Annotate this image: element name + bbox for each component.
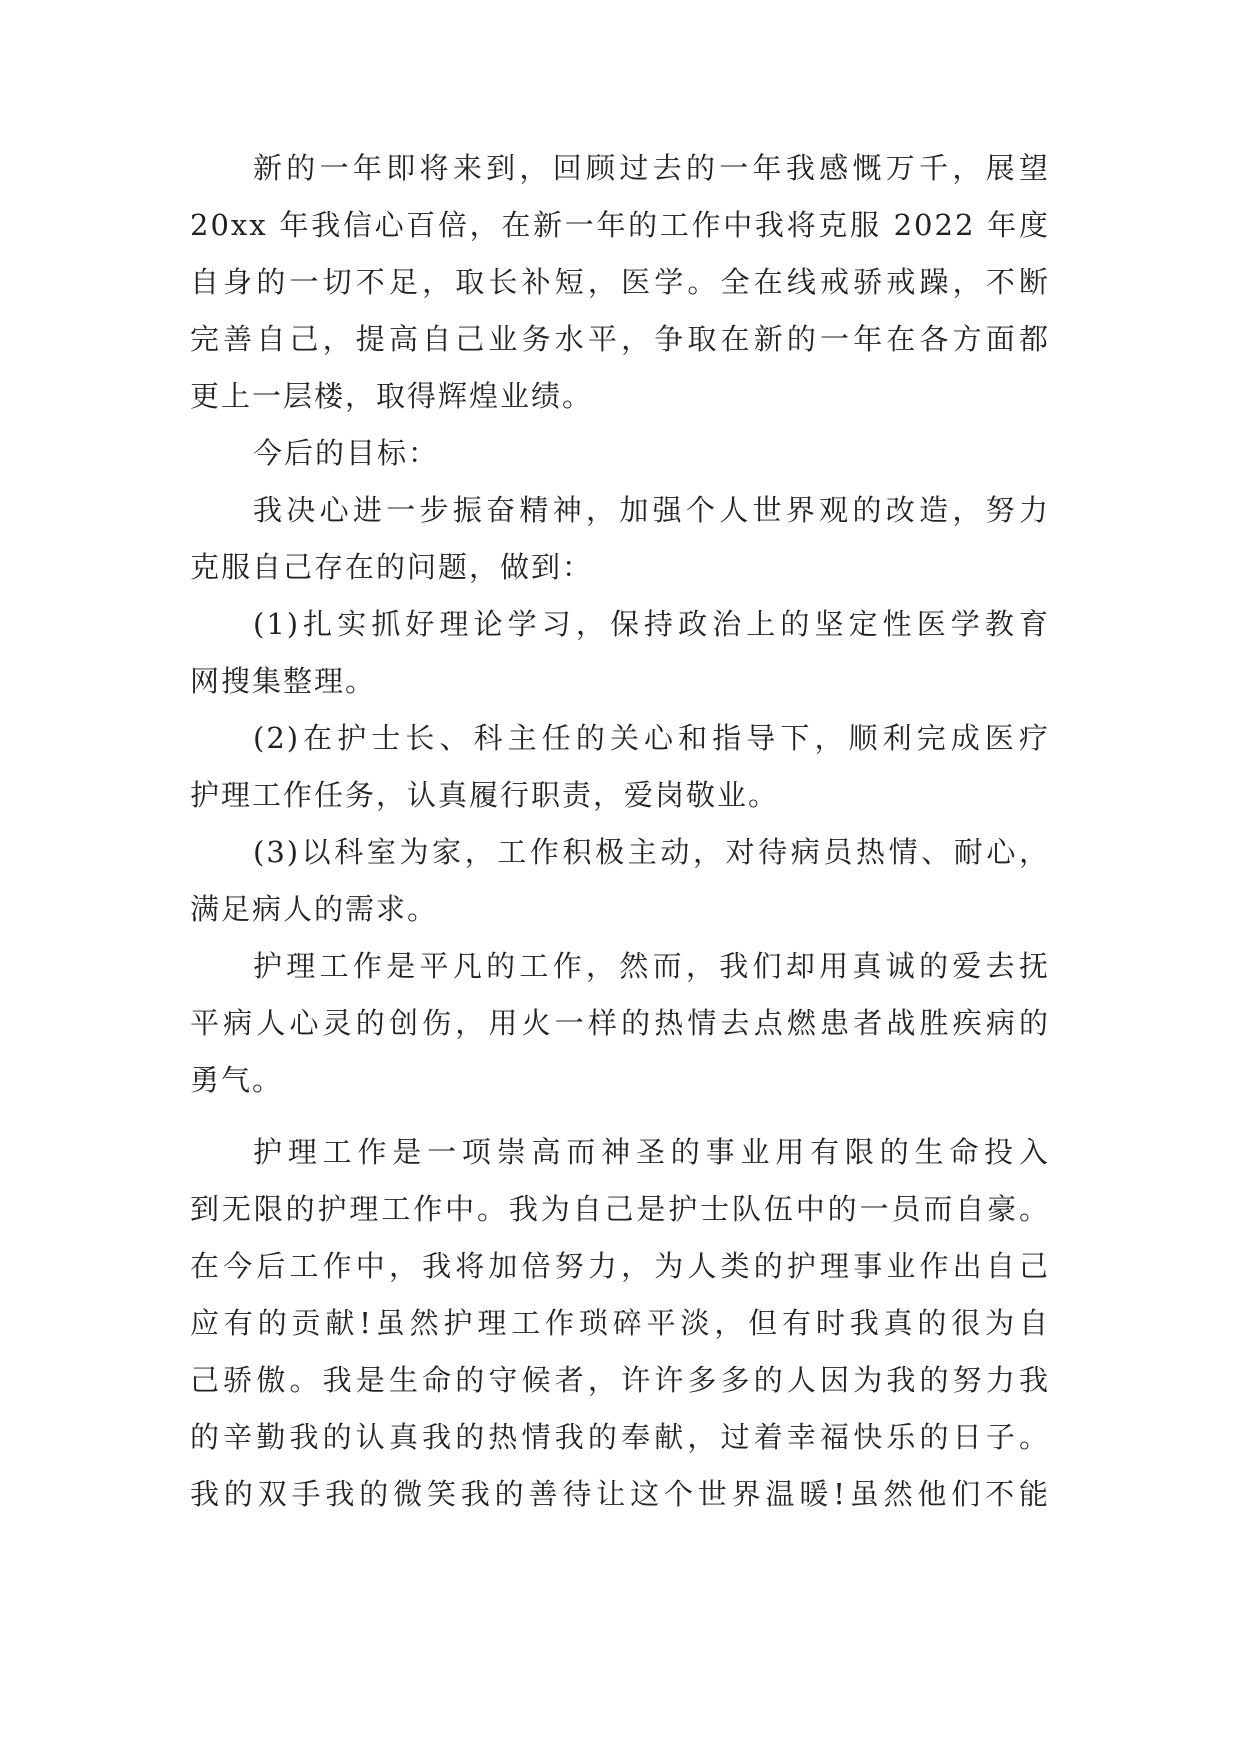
text-line: 勇气。 [190,1063,284,1097]
list-item-line: 满足病人的需求。 [190,892,439,926]
text-line: 我决心进一步振奋精神，加强个人世界观的改造，努力 [253,493,1050,527]
list-item-line: (3)以科室为家，工作积极主动，对待病员热情、耐心， [253,835,1050,869]
section-heading: 今后的目标： [253,436,440,470]
text-line: 完善自己，提高自己业务水平，争取在新的一年在各方面都 [190,322,1050,356]
list-item-line: (2)在护士长、科主任的关心和指导下，顺利完成医疗 [253,721,1050,755]
text-line: 护理工作是一项崇高而神圣的事业用有限的生命投入 [253,1135,1050,1169]
text-line: 更上一层楼，取得辉煌业绩。 [190,379,594,413]
text-line: 我的双手我的微笑我的善待让这个世界温暖!虽然他们不能 [190,1477,1050,1511]
text-line: 在今后工作中，我将加倍努力，为人类的护理事业作出自己 [190,1249,1050,1283]
text-line: 的辛勤我的认真我的热情我的奉献，过着幸福快乐的日子。 [190,1420,1050,1454]
text-line: 自身的一切不足，取长补短，医学。全在线戒骄戒躁，不断 [190,265,1050,299]
text-line: 新的一年即将来到，回顾过去的一年我感慨万千，展望 [253,151,1050,185]
list-item-line: 网搜集整理。 [190,664,377,698]
text-line: 平病人心灵的创伤，用火一样的热情去点燃患者战胜疾病的 [190,1006,1050,1040]
text-line: 应有的贡献!虽然护理工作琐碎平淡，但有时我真的很为自 [190,1306,1050,1340]
list-item-line: (1)扎实抓好理论学习，保持政治上的坚定性医学教育 [253,607,1050,641]
text-line: 护理工作是平凡的工作，然而，我们却用真诚的爱去抚 [253,949,1050,983]
text-line: 20xx 年我信心百倍，在新一年的工作中我将克服 2022 年度 [190,208,1050,242]
text-line: 己骄傲。我是生命的守候者，许许多多的人因为我的努力我 [190,1363,1050,1397]
text-line: 到无限的护理工作中。我为自己是护士队伍中的一员而自豪。 [190,1192,1050,1226]
text-line: 克服自己存在的问题，做到： [190,550,594,584]
list-item-line: 护理工作任务，认真履行职责，爱岗敬业。 [190,778,780,812]
